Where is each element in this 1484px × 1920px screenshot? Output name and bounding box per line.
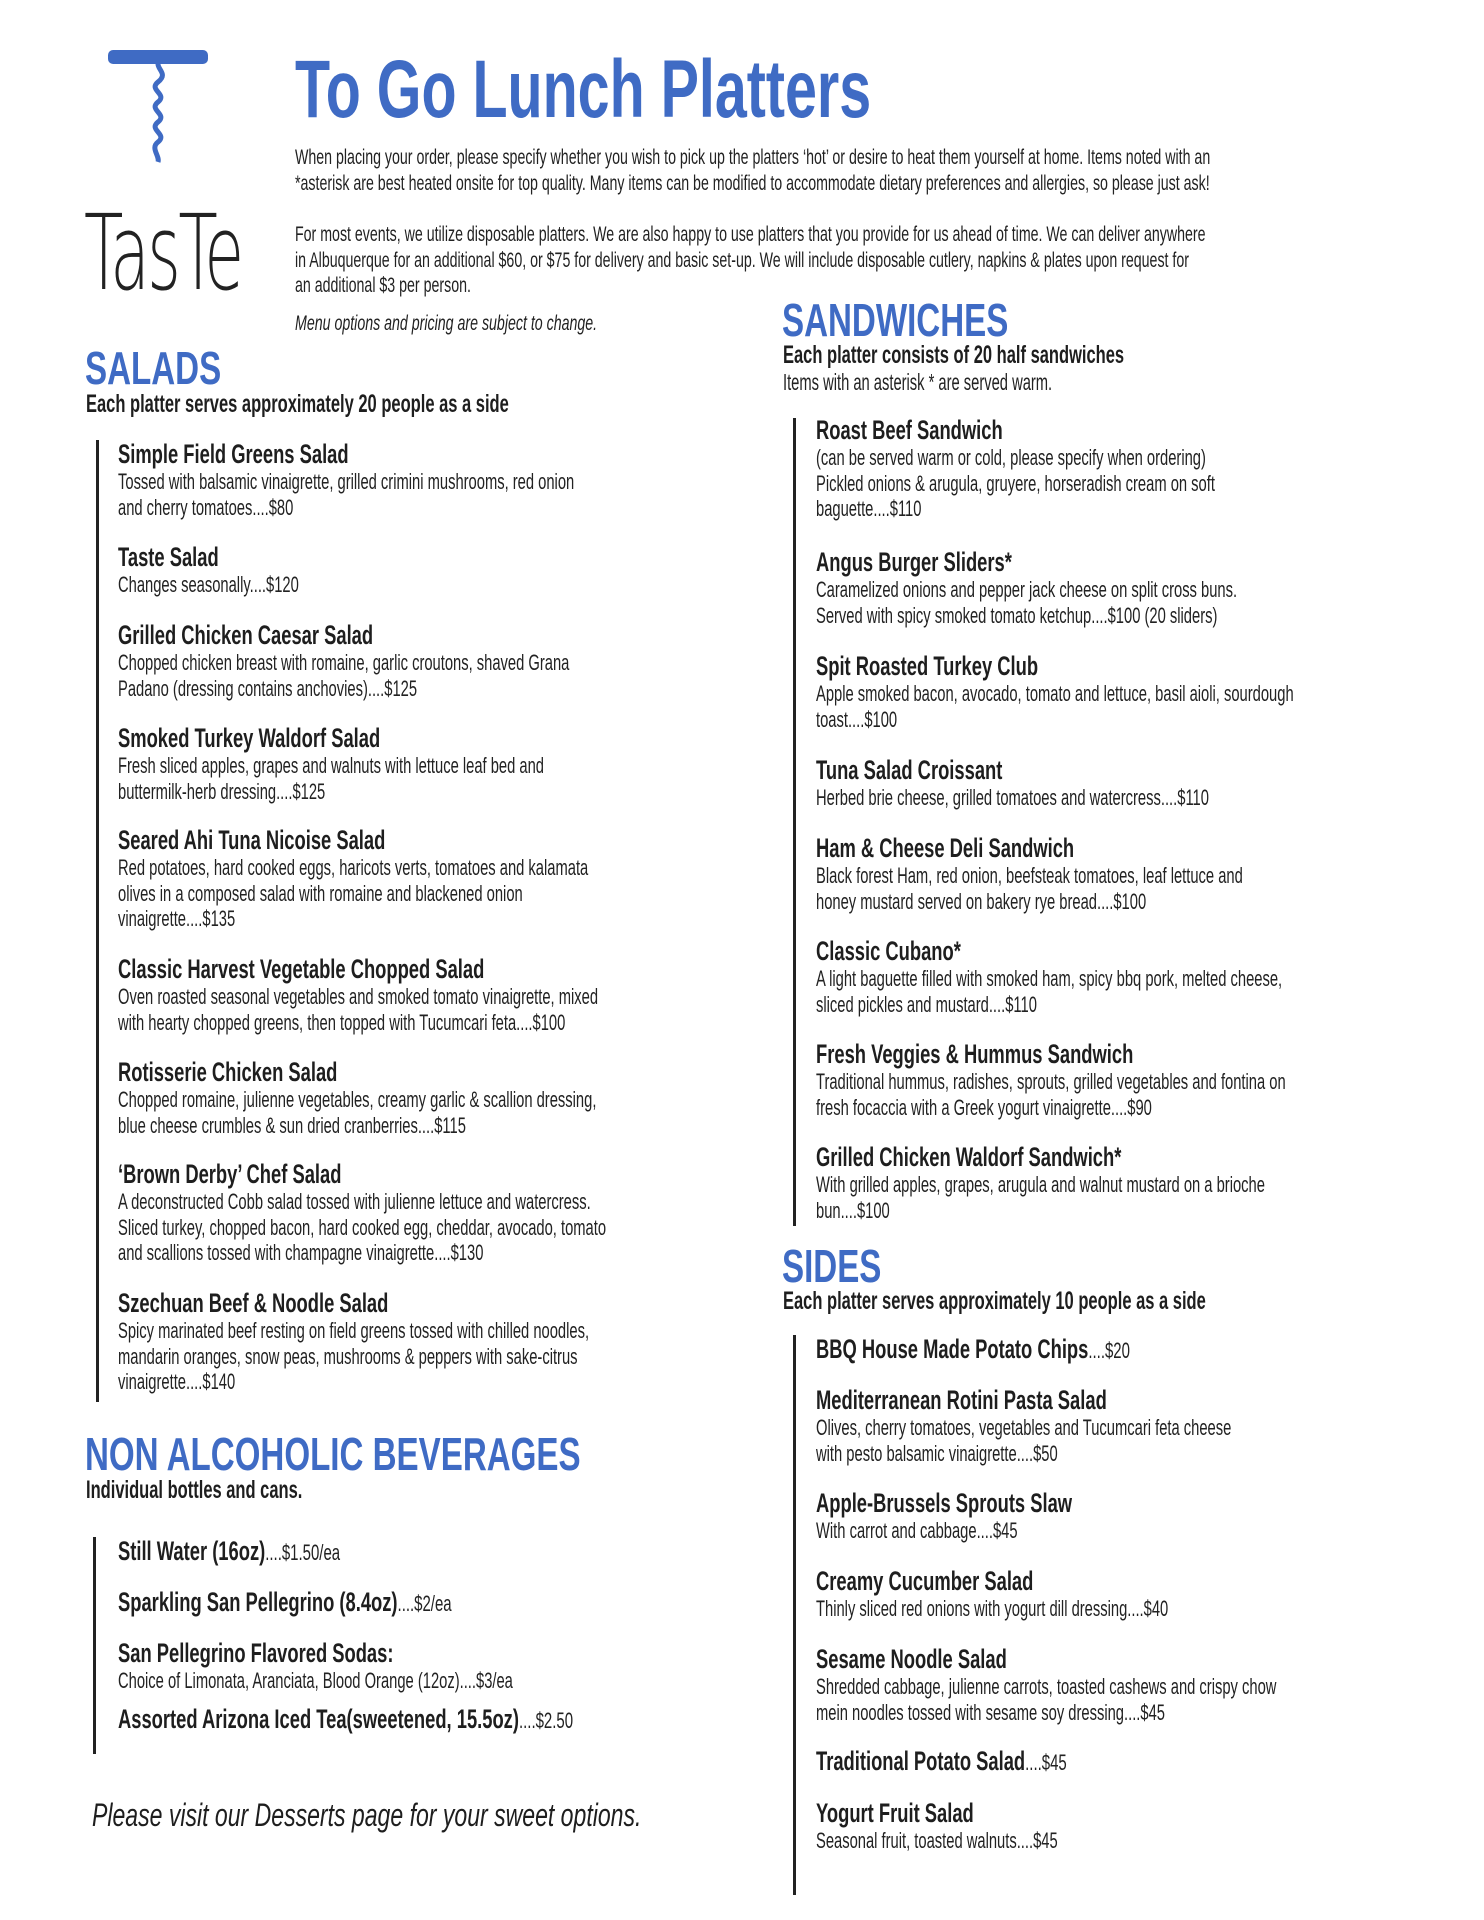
salad-item: Rotisserie Chicken Salad Chopped romaine, julienne vegetables, creamy garlic & scallion dressing, blue cheese crumbles & sun dried cranberries....$115 bbox=[118, 1057, 597, 1138]
beverages-divider bbox=[93, 1537, 96, 1754]
logo-text: TasTe bbox=[84, 192, 242, 314]
salad-item: Taste Salad Changes seasonally....$120 bbox=[118, 542, 299, 597]
sandwich-item: Tuna Salad Croissant Herbed brie cheese, grilled tomatoes and watercress....$110 bbox=[816, 755, 1209, 810]
salads-divider bbox=[96, 440, 99, 1402]
salads-heading: SALADS bbox=[85, 342, 222, 394]
sandwiches-note: Items with an asterisk * are served warm. bbox=[783, 369, 1053, 395]
page-title: To Go Lunch Platters bbox=[295, 44, 872, 135]
beverage-item: San Pellegrino Flavored Sodas: Choice of Limonata, Aranciata, Blood Orange (12oz)....$3/ea bbox=[118, 1638, 513, 1693]
sandwiches-heading: SANDWICHES bbox=[782, 294, 1009, 346]
salad-item: ‘Brown Derby’ Chef Salad A deconstructed Cobb salad tossed with julienne lettuce and watercress. Sliced turkey, chopped bacon, hard cooked egg, cheddar, avocado, tomato and scallions tossed with champagne vinaigrette....$130 bbox=[118, 1159, 607, 1265]
sandwiches-divider bbox=[793, 418, 796, 1226]
item-name: Simple Field Greens Salad bbox=[118, 439, 349, 469]
pricing-note: Menu options and pricing are subject to change. bbox=[295, 311, 598, 335]
side-item: Yogurt Fruit Salad Seasonal fruit, toasted walnuts....$45 bbox=[816, 1798, 1058, 1853]
beverage-item: Still Water (16oz)....$1.50/ea bbox=[118, 1536, 341, 1566]
salad-item: Seared Ahi Tuna Nicoise Salad Red potatoes, hard cooked eggs, haricots verts, tomatoes and kalamata olives in a composed salad with romaine and blackened onion vinaigrette....$135 bbox=[118, 825, 589, 931]
beverages-subheading: Individual bottles and cans. bbox=[86, 1476, 303, 1504]
sides-heading: SIDES bbox=[782, 1240, 882, 1292]
salad-item: Szechuan Beef & Noodle Salad Spicy marinated beef resting on field greens tossed with chilled noodles, mandarin oranges, snow peas, mushrooms & peppers with sake-citrus vinaigrette....$140 bbox=[118, 1288, 590, 1394]
sandwich-item: Ham & Cheese Deli Sandwich Black forest Ham, red onion, beefsteak tomatoes, leaf lettuce and honey mustard served on bakery rye bread....$100 bbox=[816, 833, 1243, 914]
intro-paragraph: When placing your order, please specify whether you wish to pick up the platters ‘hot’ or desire to heat them yourself at home. Items noted with an *asterisk are best heated onsite for top quality. Many items can be modified to accommodate dietary preferences and allergies, so please just ask! bbox=[295, 145, 1211, 195]
beverage-item: Sparkling San Pellegrino (8.4oz)....$2/ea bbox=[118, 1587, 452, 1617]
delivery-paragraph: For most events, we utilize disposable platters. We are also happy to use platters that you provide for us ahead of time. We can deliver anywhere in Albuquerque for an additional $60, or $75 for delivery and basic set-up. We will include disposable cutlery, napkins & plates upon request for an additional $3 per person. bbox=[295, 222, 1206, 297]
salad-item: Smoked Turkey Waldorf Salad Fresh sliced apples, grapes and walnuts with lettuce leaf bed and buttermilk-herb dressing....$125 bbox=[118, 723, 545, 804]
sides-divider bbox=[793, 1335, 796, 1895]
sandwich-item: Roast Beef Sandwich (can be served warm or cold, please specify when ordering) Pickled onions & arugula, gruyere, horseradish cream on soft baguette....$110 bbox=[816, 415, 1215, 521]
sandwich-item: Grilled Chicken Waldorf Sandwich* With grilled apples, grapes, arugula and walnut mustard on a brioche bun....$100 bbox=[816, 1142, 1265, 1223]
side-item: Creamy Cucumber Salad Thinly sliced red onions with yogurt dill dressing....$40 bbox=[816, 1566, 1169, 1621]
salads-subheading: Each platter serves approximately 20 people as a side bbox=[86, 390, 509, 418]
desserts-note: Please visit our Desserts page for your sweet options. bbox=[92, 1797, 642, 1833]
sandwich-item: Spit Roasted Turkey Club Apple smoked bacon, avocado, tomato and lettuce, basil aioli, sourdough toast....$100 bbox=[816, 651, 1294, 732]
salad-item: Grilled Chicken Caesar Salad Chopped chicken breast with romaine, garlic croutons, shaved Grana Padano (dressing contains anchovies)....$125 bbox=[118, 620, 570, 701]
side-item: Sesame Noodle Salad Shredded cabbage, julienne carrots, toasted cashews and crispy chow mein noodles tossed with sesame soy dressing....$45 bbox=[816, 1644, 1277, 1725]
logo bbox=[84, 48, 242, 314]
sandwich-item: Fresh Veggies & Hummus Sandwich Traditional hummus, radishes, sprouts, grilled vegetables and fontina on fresh focaccia with a Greek yogurt vinaigrette....$90 bbox=[816, 1039, 1286, 1120]
sandwich-item: Classic Cubano* A light baguette filled with smoked ham, spicy bbq pork, melted cheese, sliced pickles and mustard....$110 bbox=[816, 936, 1283, 1017]
salad-item: Simple Field Greens Salad Tossed with balsamic vinaigrette, grilled crimini mushrooms, red onion and cherry tomatoes....$80 bbox=[118, 440, 815, 520]
salad-item: Classic Harvest Vegetable Chopped Salad Oven roasted seasonal vegetables and smoked tomato vinaigrette, mixed with hearty chopped greens, then topped with Tucumcari feta....$100 bbox=[118, 954, 599, 1035]
side-item: BBQ House Made Potato Chips....$20 bbox=[816, 1334, 1130, 1364]
sandwiches-subheading: Each platter consists of 20 half sandwiches bbox=[783, 341, 1125, 369]
corkscrew-icon bbox=[108, 48, 218, 178]
side-item: Traditional Potato Salad....$45 bbox=[816, 1746, 1067, 1776]
sandwich-item: Angus Burger Sliders* Caramelized onions and pepper jack cheese on split cross buns. Served with spicy smoked tomato ketchup....$100 (20 sliders) bbox=[816, 547, 1238, 628]
sides-subheading: Each platter serves approximately 10 people as a side bbox=[783, 1287, 1206, 1315]
beverage-item: Assorted Arizona Iced Tea(sweetened, 15.5oz)....$2.50 bbox=[118, 1704, 574, 1734]
side-item: Mediterranean Rotini Pasta Salad Olives, cherry tomatoes, vegetables and Tucumcari feta cheese with pesto balsamic vinaigrette....$50 bbox=[816, 1385, 1232, 1466]
beverages-heading: NON ALCOHOLIC BEVERAGES bbox=[85, 1428, 581, 1480]
side-item: Apple-Brussels Sprouts Slaw With carrot and cabbage....$45 bbox=[816, 1488, 1073, 1543]
